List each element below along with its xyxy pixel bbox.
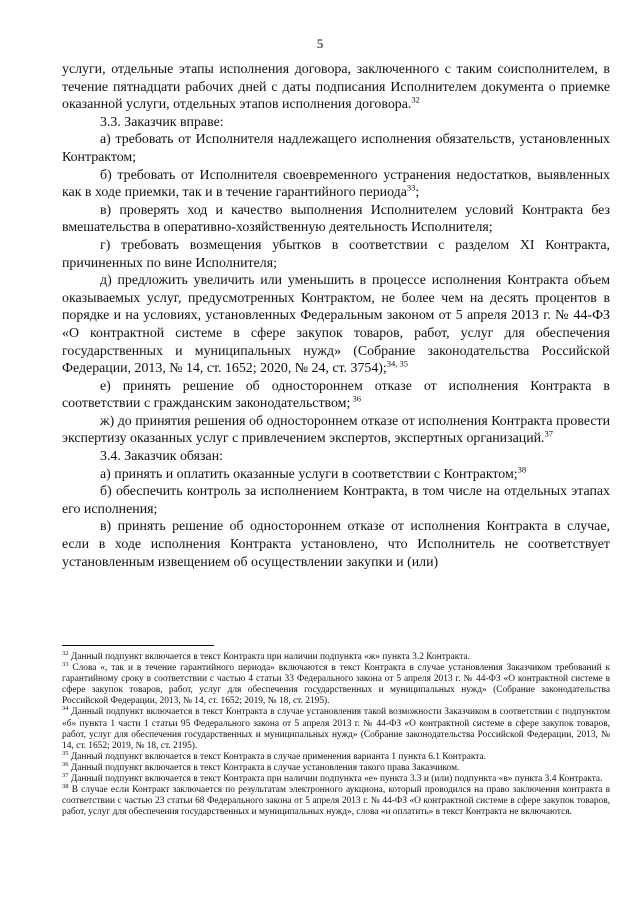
paragraph: услуги, отдельные этапы исполнения договора, заключенного с таким соисполнителем, в течение пятнадцати рабочих дней с даты подписания Исполнителем документа о приемке оказанной услуги, отдельных этапов исполнения договора.$^{32}$	[62, 62, 610, 113]
document-body	[62, 61, 610, 571]
page-number: 5	[316, 36, 324, 51]
paragraph: 3.4. Заказчик обязан:	[100, 449, 223, 465]
footnote-number: 36	[62, 760, 69, 768]
footnote-separator	[62, 645, 214, 646]
footnote-number: 33	[62, 660, 69, 668]
paragraph: е) принять решение об одностороннем отказе от исполнения Контракта в соответствии с гражданским законодательством; $^{36}$	[62, 378, 610, 412]
footnote-ref: 34, 35	[386, 358, 409, 369]
paragraph: 3.3. Заказчик вправе:	[100, 114, 224, 130]
footnote-ref: 37	[544, 428, 554, 439]
paragraph: б) обеспечить контроль за исполнением Контракта, в том числе на отдельных этапах его исполнения;	[62, 484, 610, 517]
footnote: $^{37}$ Данный подпункт включается в текст Контракта при наличии подпункта «е» пункта 3.3 и (или) подпункта «в» пункта 3.4 Контракта.	[62, 771, 603, 785]
footnote: $^{38}$ В случае если Контракт заключается по результатам электронного аукциона, который проводился на право заключения контракта в соответствии с частью 23 статьи 68 Федерального закона от 5 апреля 2013 г. № 44-ФЗ «О контрактной системе в сфере закупок товаров, работ, услуг для обеспечения государственных и муниципальных нужд», слова «и оплатить» в текст Контракта не включаются.	[62, 783, 610, 818]
footnote: $^{33}$ Слова «, так и в течение гарантийного периода» включаются в текст Контракта в случае установления Заказчиком требований к гарантийному сроку в соответствии с частью 4 статьи 33 Федерального закона от 5 апреля 2013 г. № 44-ФЗ «О контрактной системе в сфере закупок товаров, работ, услуг для обеспечения государственных и муниципальных нужд» (Собрание законодательства Российской Федерации, 2013, № 14, ст. 1652; 2019, № 18, ст. 2195).	[62, 660, 610, 707]
footnotes	[62, 649, 610, 818]
footnote-ref: 32	[411, 94, 420, 105]
paragraph: ж) до принятия решения об одностороннем отказе от исполнения Контракта провести экспертизу оказанных услуг с привлечением экспертов, экспертных организаций.$^{37}$	[62, 413, 610, 447]
paragraph: б) требовать от Исполнителя своевременного устранения недостатков, выявленных как в ходе приемки, так и в течение гарантийного периода$^{33}$;	[62, 167, 610, 201]
footnote-number: 34	[62, 705, 69, 713]
footnote-number: 35	[62, 749, 69, 757]
paragraph: д) предложить увеличить или уменьшить в процессе исполнения Контракта объем оказываемых услуг, предусмотренных Контрактом, не более чем на десять процентов в порядке и на условиях, установленных Федеральным законом от 5 апреля 2013 г. № 44-ФЗ «О контрактной системе в сфере закупок товаров, работ, услуг для обеспечения государственных и муниципальных нужд» (Собрание законодательства Российской Федерации, 2013, № 14, ст. 1652; 2020, № 24, ст. 3754);$^{34, 35}$	[62, 273, 610, 377]
footnote: $^{34}$ Данный подпункт включается в текст Контракта в случае установления такой возможности Заказчиком в соответствии с подпунктом «б» пункта 1 части 1 статьи 95 Федерального закона от 5 апреля 2013 г. № 44-ФЗ «О контрактной системе в сфере закупок товаров, работ, услуг для обеспечения государственных и муниципальных нужд» (Собрание законодательства Российской Федерации, 2013, № 14, ст. 1652; 2019, № 18, ст. 2195).	[62, 705, 610, 751]
footnote-number: 38	[62, 783, 69, 790]
footnote-number: 37	[62, 771, 69, 779]
paragraph: а) принять и оплатить оказанные услуги в соответствии с Контрактом;$^{38}$	[100, 464, 527, 482]
footnote-ref: 38	[517, 464, 527, 475]
footnote-ref: 33	[406, 182, 416, 193]
footnote-ref: 36	[350, 393, 361, 404]
paragraph: в) проверять ход и качество выполнения Исполнителем условий Контракта без вмешательства в оперативно-хозяйственную деятельность Исполнителя;	[62, 202, 610, 236]
footnote: $^{36}$ Данный подпункт включается в текст Контракта в случае установления такого права Заказчиком.	[62, 760, 460, 773]
footnote: $^{35}$ Данный подпункт включается в текст Контракта в случае применения варианта 1 пункта 6.1 Контракта.	[62, 749, 486, 762]
footnote: $^{32}$ Данный подпункт включается в текст Контракта при наличии подпункта «ж» пункта 3.2 Контракта.	[62, 649, 470, 662]
footnote-number: 32	[62, 649, 69, 657]
paragraph: в) принять решение об одностороннем отказе от исполнения Контракта в случае, если в ходе исполнения Контракта установлено, что Исполнитель не соответствует установленным извещением об осуществлении закупки и (или)	[62, 519, 610, 570]
paragraph: а) требовать от Исполнителя надлежащего исполнения обязательств, установленных Контрактом;	[62, 132, 610, 165]
paragraph: г) требовать возмещения убытков в соответствии с разделом XI Контракта, причиненных по вине Исполнителя;	[62, 237, 610, 271]
